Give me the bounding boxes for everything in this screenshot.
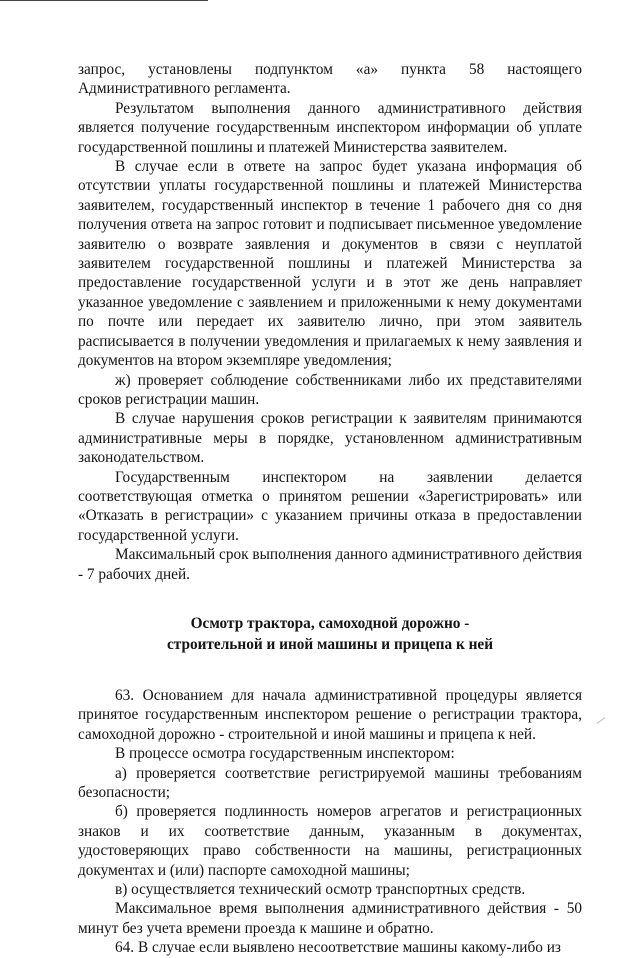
- paragraph-max-term: Максимальный срок выполнения данного административного действия - 7 рабочих дней.: [78, 546, 582, 583]
- document-page: [78, 60, 582, 958]
- paragraph-64: 64. В случае если выявлено несоответствие машины какому-либо из: [115, 939, 561, 957]
- paragraph-item-a: а) проверяется соответствие регистрируемой машины требованиям безопасности;: [78, 764, 582, 801]
- paragraph-max-time: Максимальное время выполнения административного действия - 50 минут без учета времени проезда к машине и обратно.: [78, 900, 582, 937]
- paragraph-nonpayment: В случае если в ответе на запрос будет указана информация об отсутствии уплаты государственной пошлины и платежей Министерства заявителем, государственный инспектор в течение 1 рабочего дня со дня получения ответа на запрос готовит и подписывает письменное уведомление заявителю о возврате заявления и документов в связи с неуплатой заявителем государственной пошлины и платежей Министерства за предоставление государственной услуги и в этот же день направляет указанное уведомление с заявлением и приложенными к нему документами по почте или передает их заявителю лично, при этом заявитель расписывается в получении уведомления и прилагаемых к нему заявления и документов на втором экземпляре уведомления;: [78, 158, 582, 370]
- paragraph-item-zh: ж) проверяет соблюдение собственниками либо их представителями сроков регистрации машин.: [78, 371, 582, 408]
- paragraph-violation: В случае нарушения сроков регистрации к заявителям принимаются административные меры в порядке, установленном административным законодательством.: [78, 410, 582, 467]
- section-heading: [78, 613, 582, 655]
- section-heading-line-2: строительной и иной машины и прицепа к ней: [166, 635, 494, 653]
- paragraph-continuation: запрос, установлены подпунктом «а» пункта 58 настоящего: [78, 61, 582, 78]
- header-rule: [0, 0, 208, 1]
- scan-mark: [597, 717, 606, 724]
- section-heading-line-1: Осмотр трактора, самоходной дорожно -: [190, 614, 470, 632]
- paragraph-63: 63. Основанием для начала административной процедуры является принятое государственным инспектором решение о регистрации трактора, самоходной дорожно - строительной и иной машины и прицепа к ней.: [78, 686, 582, 743]
- paragraph-inspection-intro: В процессе осмотра государственным инспектором:: [115, 745, 455, 763]
- paragraph-result: Результатом выполнения данного административного действия является получение государственным инспектором информации об уплате государственной пошлины и платежей Министерства заявителем.: [78, 99, 582, 156]
- paragraph-item-b: б) проверяется подлинность номеров агрегатов и регистрационных знаков и их соответствие данным, указанным в документах, удостоверяющих право собственности на машины, регистрационных документах и (или) паспорте самоходной машины;: [78, 803, 582, 879]
- paragraph-item-v: в) осуществляется технический осмотр транспортных средств.: [115, 881, 526, 899]
- paragraph-continuation-end: Административного регламента.: [78, 80, 291, 98]
- paragraph-mark: Государственным инспектором на заявлении делается соответствующая отметка о принятом решении «Зарегистрировать» или «Отказать в регистрации» с указанием причины отказа в предоставлении государственной услуги.: [78, 468, 582, 544]
